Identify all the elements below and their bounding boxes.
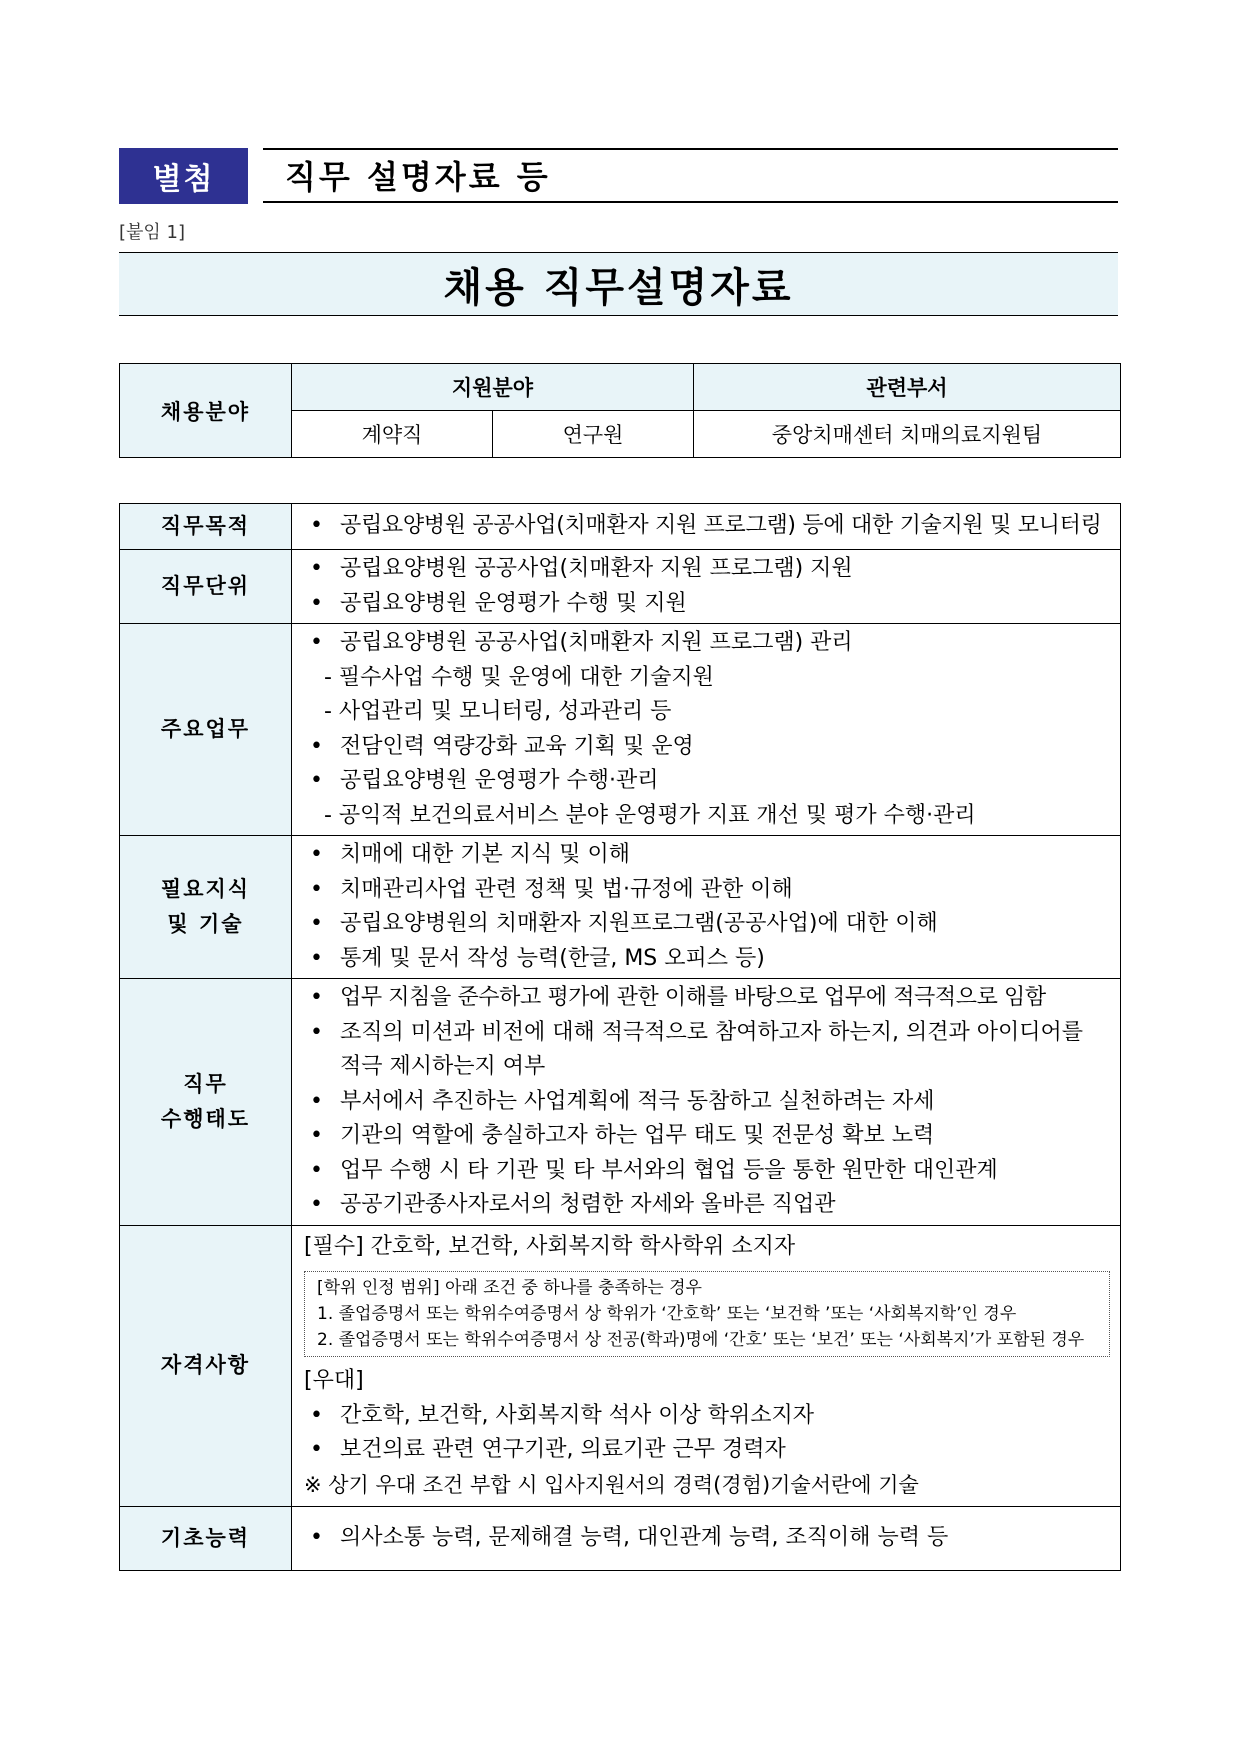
attitude-row — [120, 979, 1121, 1226]
attitude-label: 직무 — [183, 1071, 228, 1096]
apply-field-header: 지원분야 — [292, 364, 694, 411]
attachment-badge: 별첨 — [119, 148, 248, 204]
document-title: 채용 직무설명자료 — [119, 252, 1118, 316]
degree-scope-item: 2. 졸업증명서 또는 학위수여증명서 상 전공(학과)명에 ‘간호’ 또는 ‘보건’ 또는 ‘사회복지’가 포함된 경우 — [317, 1330, 1085, 1350]
basic-label: 기초능력 — [120, 1507, 292, 1571]
attitude-item: • 조직의 미션과 비전에 대해 적극적으로 참여하고자 하는지, 의견과 아이디어를 적극 제시하는지 여부 — [304, 1016, 1110, 1085]
duty-subitem: - 필수사업 수행 및 운영에 대한 기술지원 — [324, 664, 714, 690]
section-title: 직무 설명자료 등 — [285, 158, 551, 196]
attitude-item: • 업무 지침을 준수하고 평가에 관한 이해를 바탕으로 업무에 적극적으로 임함 — [304, 981, 1110, 1016]
basic-row — [120, 1507, 1121, 1571]
knowledge-row — [120, 836, 1121, 979]
qualification-row — [120, 1225, 1121, 1507]
required-qualification: [필수] 간호학, 보건학, 사회복지학 학사학위 소지자 — [304, 1233, 796, 1259]
preferred-item: • 보건의료 관련 연구기관, 의료기관 근무 경력자 — [304, 1433, 1110, 1468]
knowledge-item: • 공립요양병원의 치매환자 지원프로그램(공공사업)에 대한 이해 — [304, 907, 1110, 942]
header-rule-bottom — [263, 201, 1118, 203]
preferred-item: • 간호학, 보건학, 사회복지학 석사 이상 학위소지자 — [304, 1399, 1110, 1434]
attitude-item: • 공공기관종사자로서의 청렴한 자세와 올바른 직업관 — [304, 1188, 1110, 1223]
dept-header: 관련부서 — [694, 364, 1121, 411]
degree-scope-box — [304, 1271, 1110, 1357]
knowledge-label: 및 기술 — [167, 912, 244, 936]
attitude-item: • 업무 수행 시 타 기관 및 타 부서와의 협업 등을 통한 원만한 대인관계 — [304, 1154, 1110, 1189]
unit-item: • 공립요양병원 운영평가 수행 및 지원 — [304, 587, 1110, 622]
purpose-row — [120, 504, 1121, 550]
knowledge-item: • 통계 및 문서 작성 능력(한글, MS 오피스 등) — [304, 942, 1110, 977]
department-cell: 중앙치매센터 치매의료지원팀 — [694, 411, 1121, 458]
attitude-item: • 부서에서 추진하는 사업계획에 적극 동참하고 실천하려는 자세 — [304, 1085, 1110, 1120]
knowledge-item: • 치매관리사업 관련 정책 및 법·규정에 관한 이해 — [304, 873, 1110, 908]
attitude-label: 수행태도 — [160, 1106, 251, 1131]
duty-subitem: - 공익적 보건의료서비스 분야 운영평가 지표 개선 및 평가 수행·관리 — [324, 802, 976, 828]
purpose-item: • 공립요양병원 공공사업(치매환자 지원 프로그램) 등에 대한 기술지원 및 모니터링 — [304, 509, 1110, 544]
job-description-table — [119, 503, 1121, 1571]
unit-label: 직무단위 — [120, 550, 292, 624]
duty-subitem: - 사업관리 및 모니터링, 성과관리 등 — [324, 699, 672, 724]
recruit-table — [119, 363, 1121, 458]
preferred-label: [우대] — [304, 1368, 364, 1393]
knowledge-item: • 치매에 대한 기본 지식 및 이해 — [304, 838, 1110, 873]
basic-item: • 의사소통 능력, 문제해결 능력, 대인관계 능력, 조직이해 능력 등 — [304, 1521, 1110, 1556]
position-cell: 연구원 — [493, 411, 694, 458]
degree-scope-item: 1. 졸업증명서 또는 학위수여증명서 상 학위가 ‘간호학’ 또는 ‘보건학 ’또는 ‘사회복지학’인 경우 — [317, 1304, 1017, 1324]
degree-scope-title: [학위 인정 범위] 아래 조건 중 하나를 충족하는 경우 — [317, 1278, 702, 1298]
purpose-label: 직무목적 — [120, 504, 292, 550]
unit-item: • 공립요양병원 공공사업(치매환자 지원 프로그램) 지원 — [304, 552, 1110, 587]
knowledge-label: 필요지식 — [160, 877, 251, 901]
duty-item: • 전담인력 역량강화 교육 기획 및 운영 — [304, 730, 1110, 765]
duties-row — [120, 624, 1121, 836]
unit-row — [120, 550, 1121, 624]
recruit-field-label: 채용분야 — [120, 364, 292, 458]
preferred-note: ※ 상기 우대 조건 부합 시 입사지원서의 경력(경험)기술서란에 기술 — [304, 1472, 919, 1497]
duty-item: • 공립요양병원 공공사업(치매환자 지원 프로그램) 관리 — [304, 626, 1110, 661]
attachment-label: [붙임 1] — [119, 222, 185, 243]
attitude-item: • 기관의 역할에 충실하고자 하는 업무 태도 및 전문성 확보 노력 — [304, 1119, 1110, 1154]
section-header — [119, 148, 1118, 204]
qualification-label: 자격사항 — [120, 1225, 292, 1507]
duty-item: • 공립요양병원 운영평가 수행·관리 — [304, 764, 1110, 799]
duties-label: 주요업무 — [120, 624, 292, 836]
employment-type: 계약직 — [292, 411, 493, 458]
